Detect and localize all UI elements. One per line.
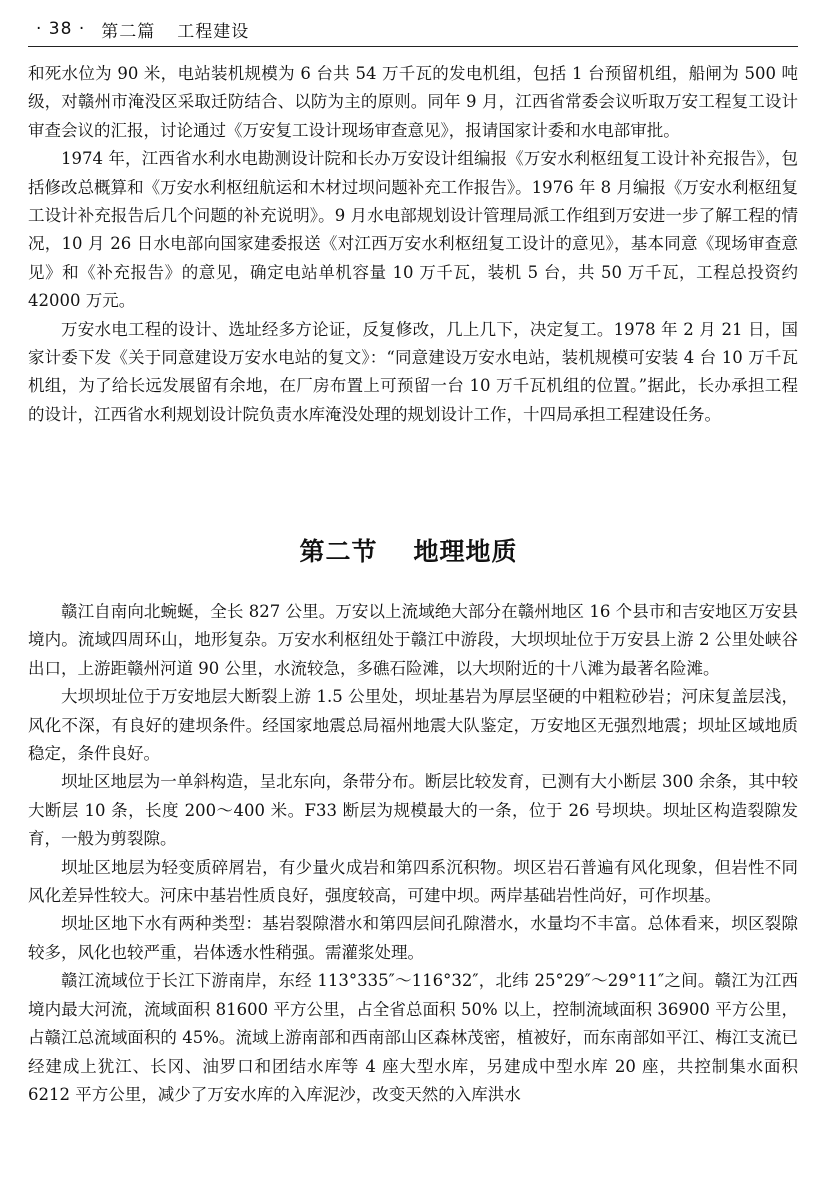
section-heading xyxy=(0,532,817,568)
chapter-title: 工程建设 xyxy=(177,21,250,42)
top-text-block xyxy=(28,60,798,429)
section-number: 第二节 xyxy=(299,537,378,566)
paragraph: 赣江流域位于长江下游南岸，东经 113°335″～116°32″，北纬 25°29″～29°11″之间。赣江为江西境内最大河流，流域面积 81600 平方公里，占全省总面积 50% 以上，控制流域面积 36900 平方公里，占赣江总流域面积的 45%。流域上游南部和西南部山区森林茂密，植被好，而东南部如平江、梅江支流已经建成上犹江、长冈、油罗口和团结水库等 4 座大型水库，另建成中型水库 20 座，共控制集水面积 6212 平方公里，减少了万安水库的入库泥沙，改变天然的入库洪水 xyxy=(28,971,798,1104)
page-number: · 38 · xyxy=(36,19,86,39)
header-rule xyxy=(28,46,798,47)
running-header xyxy=(36,14,796,44)
section-title: 地理地质 xyxy=(413,537,518,566)
paragraph: 坝址区地层为轻变质碎屑岩，有少量火成岩和第四系沉积物。坝区岩石普遍有风化现象，但岩性不同风化差异性较大。河床中基岩性质良好，强度较高，可建中坝。两岸基础岩性尚好，可作坝基。 xyxy=(28,857,798,906)
paragraph: 赣江自南向北蜿蜒，全长 827 公里。万安以上流域绝大部分在赣州地区 16 个县市和吉安地区万安县境内。流域四周环山，地形复杂。万安水利枢纽处于赣江中游段，大坝坝址位于万安县上游 2 公里处峡谷出口，上游距赣州河道 90 公里，水流较急，多礁石险滩，以大坝附近的十八滩为最著名险滩。 xyxy=(28,602,798,678)
paragraph: 1974 年，江西省水利水电勘测设计院和长办万安设计组编报《万安水利枢纽复工设计补充报告》，包括修改总概算和《万安水利枢纽航运和木材过坝问题补充工作报告》。1976 年 8 月编报《万安水利枢纽复工设计补充报告后几个问题的补充说明》。9 月水电部规划设计管理局派工作组到万安进一步了解工程的情况，10 月 26 日水电部向国家建委报送《对江西万安水利枢纽复工设计的意见》，基本同意《现场审查意见》和《补充报告》的意见，确定电站单机容量 10 万千瓦，装机 5 台，共 50 万千瓦，工程总投资约 42000 万元。 xyxy=(28,149,798,311)
paragraph: 大坝坝址位于万安地层大断裂上游 1.5 公里处，坝址基岩为厚层坚硬的中粗粒砂岩；河床复盖层浅，风化不深，有良好的建坝条件。经国家地震总局福州地震大队鉴定，万安地区无强烈地震；坝址区域地质稳定，条件良好。 xyxy=(28,687,798,764)
paragraph: 坝址区地层为一单斜构造，呈北东向，条带分布。断层比较发育，已测有大小断层 300 余条，其中较大断层 10 条，长度 200～400 米。F33 断层为规模最大的一条，位于 26 号坝块。坝址区构造裂隙发育，一般为剪裂隙。 xyxy=(28,772,798,849)
paragraph: 坝址区地下水有两种类型：基岩裂隙潜水和第四层间孔隙潜水，水量均不丰富。总体看来，坝区裂隙较多，风化也较严重，岩体透水性稍强。需灌浆处理。 xyxy=(28,914,798,962)
paragraph: 和死水位为 90 米，电站装机规模为 6 台共 54 万千瓦的发电机组，包括 1 台预留机组，船闸为 500 吨级，对赣州市淹没区采取迁防结合、以防为主的原则。同年 9 月，江西省常委会议听取万安工程复工设计审查会议的汇报，讨论通过《万安复工设计现场审查意见》，报请国家计委和水电部审批。 xyxy=(28,64,798,140)
section-text-block xyxy=(28,598,798,1109)
part-title: 第二篇 xyxy=(101,21,156,42)
paragraph: 万安水电工程的设计、选址经多方论证，反复修改，几上几下，决定复工。1978 年 2 月 21 日，国家计委下发《关于同意建设万安水电站的复文》：“同意建设万安水电站，装机规模可安装 4 台 10 万千瓦机组，为了给长远发展留有余地，在厂房布置上可预留一台 10 万千瓦机组的位置。”据此，长办承担工程的设计，江西省水利规划设计院负责水库淹没处理的规划设计工作，十四局承担工程建设任务。 xyxy=(28,319,798,424)
